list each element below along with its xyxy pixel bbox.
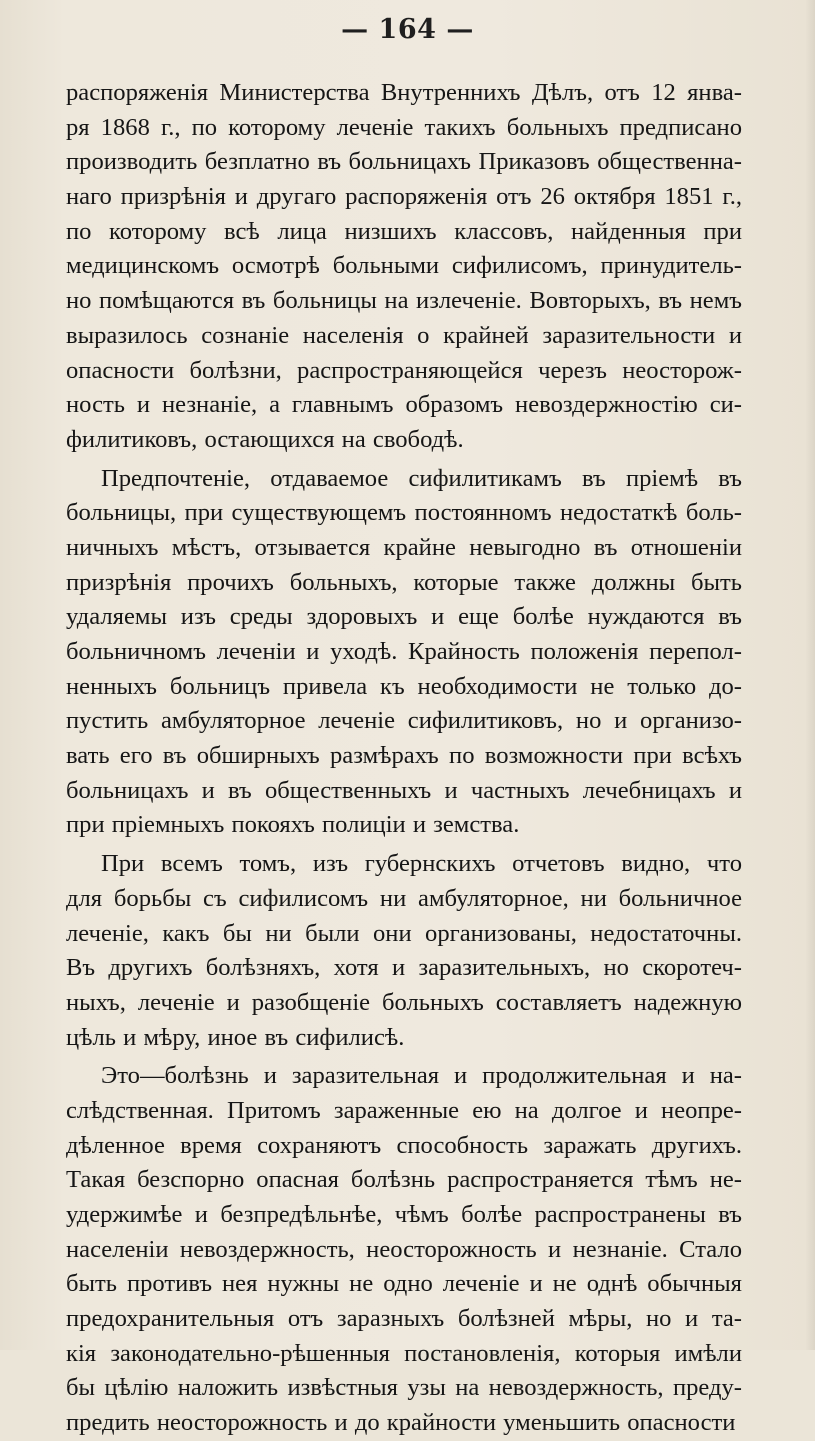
page-number: — 164 — (341, 14, 474, 45)
text-line: распоряженія Министерства Внутреннихъ Дѣлъ, отъ 12 янва- (66, 79, 742, 106)
text-line: для борьбы съ сифилисомъ ни амбуляторное, ни больничное (66, 884, 742, 912)
text-line: ность и незнаніе, а главнымъ образомъ невоздержностію си- (66, 391, 742, 419)
text-line: ненныхъ больницъ привела къ необходимости не только до- (66, 672, 742, 700)
text-line: наго призрѣнія и другаго распоряженія отъ 26 октября 1851 г., (66, 183, 742, 211)
text-line: больницахъ и въ общественныхъ и частныхъ лечебницахъ и (66, 776, 742, 804)
text-line: Такая безспорно опасная болѣзнь распространяется тѣмъ не- (66, 1166, 742, 1194)
text-line: по которому всѣ лица низшихъ классовъ, найденныя при (66, 217, 742, 245)
text-line: призрѣнія прочихъ больныхъ, которые также должны быть (66, 568, 742, 596)
text-line: быть противъ нея нужны не одно леченіе и не однѣ обычныя (66, 1270, 742, 1298)
page-edge-shadow (805, 0, 815, 1350)
text-line: цѣль и мѣру, иное въ сифилисѣ. (66, 1023, 405, 1051)
text-line: ничныхъ мѣстъ, отзывается крайне невыгодно въ отношеніи (66, 533, 742, 561)
text-line: больничномъ леченіи и уходѣ. Крайность положенія перепол- (66, 638, 742, 665)
text-line: предохранительныя отъ заразныхъ болѣзней мѣры, но и та- (66, 1305, 742, 1333)
paragraph (66, 76, 742, 458)
text-line: ныхъ, леченіе и разобщеніе больныхъ составляетъ надежную (66, 988, 742, 1016)
text-line: Въ другихъ болѣзняхъ, хотя и заразительныхъ, но скоротеч- (66, 954, 742, 982)
paragraph (66, 847, 742, 1055)
paragraph (66, 462, 742, 844)
text-line: медицинскомъ осмотрѣ больными сифилисомъ, принудитель- (66, 252, 742, 280)
text-line: при пріемныхъ покояхъ полиціи и земства. (66, 811, 520, 839)
text-line: леченіе, какъ бы ни были они организованы, недостаточны. (66, 919, 742, 947)
text-line: опасности болѣзни, распространяющейся черезъ неосторож- (66, 356, 742, 384)
text-line: филитиковъ, остающихся на свободѣ. (66, 425, 464, 453)
text-line: кія законодательно-рѣшенныя постановленія, которыя имѣли (66, 1339, 742, 1367)
text-line: населеніи невоздержность, неосторожность и незнаніе. Стало (66, 1235, 742, 1263)
text-line: выразилось сознаніе населенія о крайней заразительности и (66, 321, 742, 349)
text-line: пустить амбуляторное леченіе сифилитиковъ, но и организо- (66, 707, 742, 735)
text-line: ря 1868 г., по которому леченіе такихъ больныхъ предписано (66, 113, 742, 141)
paragraph (66, 1059, 742, 1441)
text-line: дѣленное время сохраняютъ способность заражать другихъ. (66, 1131, 742, 1159)
text-line: Это—болѣзнь и заразительная и продолжительная и на- (101, 1062, 742, 1090)
text-line: слѣдственная. Притомъ зараженные ею на долгое и неопре- (66, 1096, 742, 1124)
text-line: бы цѣлію наложить извѣстныя узы на невоздержность, преду- (66, 1374, 742, 1402)
text-line: предить неосторожность и до крайности уменьшить опасности (66, 1409, 736, 1437)
text-line: удержимѣе и безпредѣльнѣе, чѣмъ болѣе распространены въ (66, 1201, 742, 1228)
text-line: вать его въ обширныхъ размѣрахъ по возможности при всѣхъ (66, 742, 742, 770)
text-line: Предпочтеніе, отдаваемое сифилитикамъ въ пріемѣ въ (101, 464, 742, 492)
body-text (66, 76, 742, 1441)
text-line: При всемъ томъ, изъ губернскихъ отчетовъ видно, что (101, 850, 742, 878)
text-line: но помѣщаются въ больницы на излеченіе. Вовторыхъ, въ немъ (66, 287, 742, 315)
text-line: удаляемы изъ среды здоровыхъ и еще болѣе нуждаются въ (66, 603, 742, 631)
text-line: больницы, при существующемъ постоянномъ недостаткѣ боль- (66, 499, 742, 527)
text-line: производить безплатно въ больницахъ Приказовъ общественна- (66, 148, 742, 176)
